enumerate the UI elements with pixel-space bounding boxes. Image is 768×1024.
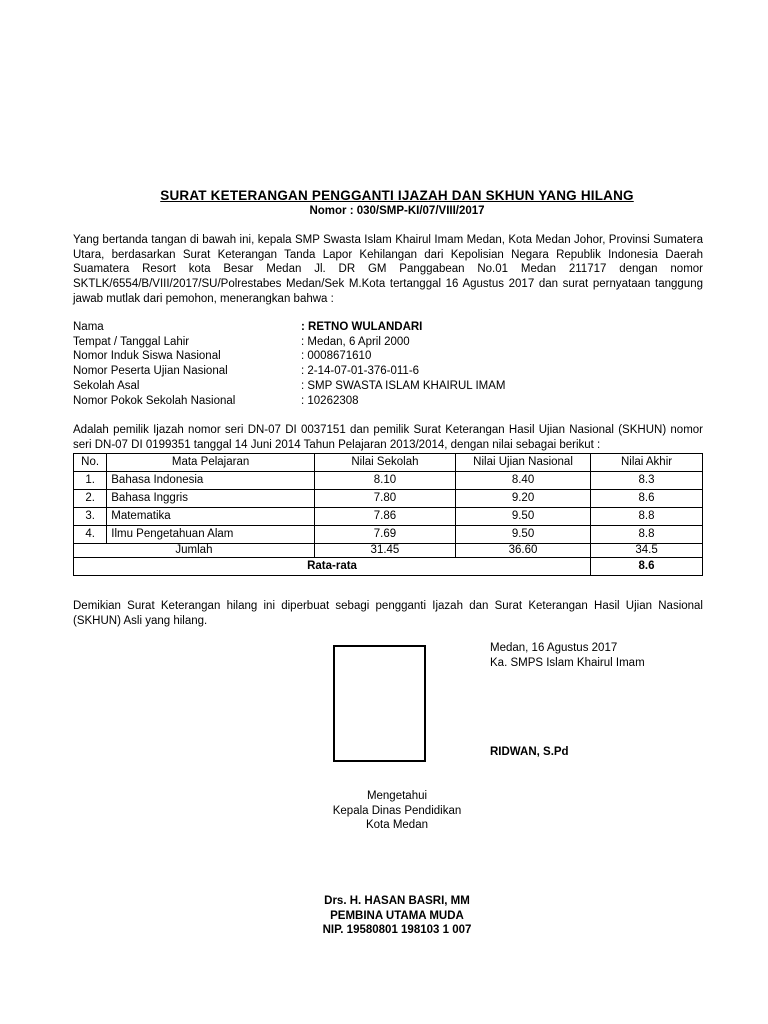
- grades-table: [73, 453, 703, 576]
- total-label: Jumlah: [74, 544, 315, 558]
- acknowledge-line: Kota Medan: [365, 819, 428, 832]
- total-national-score: 36.60: [456, 544, 591, 558]
- table-row: [74, 508, 703, 526]
- total-final-score: 34.5: [591, 544, 703, 558]
- row-no: 1.: [74, 472, 107, 490]
- header-final-score: Nilai Akhir: [591, 454, 703, 472]
- table-row: [74, 490, 703, 508]
- identity-label: Nomor Peserta Ujian Nasional: [73, 365, 228, 378]
- row-subject: Bahasa Indonesia: [107, 472, 315, 490]
- identity-row-exam-number: [73, 364, 703, 379]
- identity-row-name: [73, 320, 703, 335]
- identity-row-school: [73, 379, 703, 394]
- row-school-score: 7.69: [314, 526, 455, 544]
- identity-label: Nama: [73, 321, 104, 333]
- average-final-score: 8.6: [591, 558, 703, 576]
- row-final-score: 8.8: [591, 526, 703, 544]
- acknowledgement-block: [0, 789, 768, 833]
- header-school-score: Nilai Sekolah: [314, 454, 455, 472]
- header-no: No.: [74, 454, 107, 472]
- signature-position: Ka. SMPS Islam Khairul Imam: [490, 656, 645, 669]
- row-no: 3.: [74, 508, 107, 526]
- document-number: Nomor : 030/SMP-KI/07/VIII/2017: [309, 205, 485, 217]
- row-national-score: 9.50: [456, 526, 591, 544]
- signature-block: [490, 641, 645, 670]
- closing-paragraph: Demikian Surat Keterangan hilang ini diperbuat sebagi pengganti Ijazah dan Surat Keterangan Hasil Ujian Nasional (SKHUN) Asli yang hilang.: [73, 600, 703, 627]
- identity-label: Tempat / Tanggal Lahir: [73, 335, 190, 348]
- row-national-score: 8.40: [456, 472, 591, 490]
- row-final-score: 8.6: [591, 490, 703, 508]
- row-school-score: 8.10: [314, 472, 455, 490]
- row-school-score: 7.80: [314, 490, 455, 508]
- official-name: Drs. H. HASAN BASRI, MM: [324, 895, 470, 907]
- header-subject: Mata Pelajaran: [107, 454, 315, 472]
- row-final-score: 8.8: [591, 508, 703, 526]
- row-school-score: 7.86: [314, 508, 455, 526]
- total-row: [74, 544, 703, 558]
- certificate-paragraph: Adalah pemilik Ijazah nomor seri DN-07 DI 0037151 dan pemilik Surat Keterangan Hasil Ujian Nasional (SKHUN) nomor seri DN-07 DI 0199351 tanggal 14 Juni 2014 Tahun Pelajaran 2013/2014, dengan nilai sebagai berikut :: [73, 424, 703, 451]
- acknowledge-line: Kepala Dinas Pendidikan: [332, 804, 462, 817]
- signatory-name: RIDWAN, S.Pd: [490, 746, 569, 758]
- opening-paragraph: Yang bertanda tangan di bawah ini, kepala SMP Swasta Islam Khairul Imam Medan, Kota Medan Johor, Provinsi Sumatera Utara, berdasarkan Surat Keterangan Tanda Lapor Kehilangan dari Kepolisian Negara Republik Indonesia Daerah Suamatera Resort kota Besar Medan Jl. DR GM Panggabean No.01 Medan 211717 dengan nomor SKTLK/6554/B/VIII/2017/SU/Polrestabes Medan/Sek M.Kota tertanggal 16 Agustus 2017 dan surat pernyataan tanggung jawab mutlak dari pemohon, menerangkan bahwa :: [73, 234, 703, 305]
- table-row: [74, 526, 703, 544]
- identity-value: : SMP SWASTA ISLAM KHAIRUL IMAM: [301, 379, 506, 392]
- official-block: [0, 894, 768, 938]
- row-subject: Bahasa Inggris: [107, 490, 315, 508]
- identity-row-nisn: [73, 349, 703, 364]
- row-national-score: 9.20: [456, 490, 591, 508]
- identity-row-npsn: [73, 394, 703, 409]
- identity-label: Sekolah Asal: [73, 379, 140, 392]
- row-no: 2.: [74, 490, 107, 508]
- official-nip: NIP. 19580801 198103 1 007: [322, 924, 472, 937]
- signature-place-date: Medan, 16 Agustus 2017: [490, 642, 618, 654]
- row-no: 4.: [74, 526, 107, 544]
- identity-value: : Medan, 6 April 2000: [301, 335, 410, 348]
- average-row: [74, 558, 703, 576]
- table-row: [74, 472, 703, 490]
- identity-row-birth: [73, 335, 703, 350]
- grades-header-row: [74, 454, 703, 472]
- row-national-score: 9.50: [456, 508, 591, 526]
- row-subject: Matematika: [107, 508, 315, 526]
- row-subject: Ilmu Pengetahuan Alam: [107, 526, 315, 544]
- identity-value: : 2-14-07-01-376-011-6: [301, 365, 420, 378]
- row-final-score: 8.3: [591, 472, 703, 490]
- document-title: SURAT KETERANGAN PENGGANTI IJAZAH DAN SKHUN YANG HILANG: [160, 188, 634, 203]
- average-label: Rata-rata: [74, 558, 591, 576]
- identity-value: : RETNO WULANDARI: [301, 321, 423, 333]
- identity-value: : 0008671610: [301, 350, 372, 363]
- identity-label: Nomor Pokok Sekolah Nasional: [73, 394, 236, 407]
- official-rank: PEMBINA UTAMA MUDA: [330, 909, 464, 922]
- header-national-score: Nilai Ujian Nasional: [456, 454, 591, 472]
- student-identity-table: [73, 320, 703, 408]
- photo-placeholder: [333, 645, 426, 762]
- identity-label: Nomor Induk Siswa Nasional: [73, 350, 221, 363]
- total-school-score: 31.45: [314, 544, 455, 558]
- acknowledge-line: Mengetahui: [366, 790, 428, 802]
- identity-value: : 10262308: [301, 394, 359, 407]
